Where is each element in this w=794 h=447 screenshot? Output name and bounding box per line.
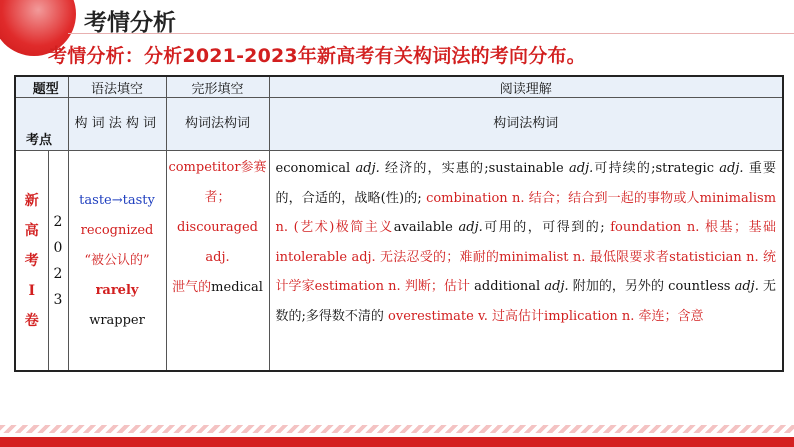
cloze-item: 泄气的 [172, 280, 212, 295]
row-label-char: 考 [24, 252, 39, 269]
row-label-exam [15, 151, 48, 372]
cloze-item: competitor参赛者； [168, 160, 267, 205]
reading-text: available [393, 220, 459, 235]
reading-text: adj. [569, 161, 594, 176]
reading-text: overestimate v. 过高估计implication n. 牵连；含意 [388, 308, 704, 324]
header-reading: 阅读理解 [269, 76, 783, 98]
analysis-table [14, 75, 784, 372]
reading-cell [269, 151, 783, 372]
kaodian-cloze: 构词法构词 [166, 98, 269, 151]
reading-text: 可用的，可得到的; [482, 220, 611, 235]
kaodian-row [15, 98, 783, 151]
grammar-item: “被公认的” [84, 252, 150, 268]
year-digit: 0 [53, 239, 63, 256]
row-label-char: I [28, 282, 36, 299]
cloze-item-inline [167, 273, 269, 303]
reading-text: adj. [719, 161, 744, 176]
cloze-cell [166, 151, 269, 372]
year-digit: 2 [53, 213, 63, 230]
reading-text: adj. [458, 220, 483, 235]
header-divider [68, 33, 794, 34]
grammar-item: rarely [95, 282, 139, 298]
page-title: 考情分析 [84, 10, 176, 36]
table-header-row [15, 76, 783, 98]
header-corner: 题型 [15, 76, 68, 98]
year-digit: 2 [53, 265, 63, 282]
reading-text: adj. [734, 279, 759, 294]
reading-text: additional [470, 279, 545, 294]
reading-text: foundation n. 根基；基础intolerable adj. 无法忍受的；难耐的minimalist n. 最低限要求者statistician n. 统计学家estimation n. 判断；估计 [275, 220, 777, 294]
footer-stripes [0, 425, 794, 433]
kaodian-reading: 构词法构词 [269, 98, 783, 151]
kaodian-grammar: 构 词 法 构 词 [68, 98, 166, 151]
reading-text: 可持续的;strategic [593, 161, 720, 176]
cloze-item: discouraged adj. [177, 220, 258, 265]
header-cloze: 完形填空 [166, 76, 269, 98]
page-subtitle: 考情分析：分析2021-2023年新高考有关构词法的考向分布。 [48, 45, 586, 67]
reading-text: adj. [544, 279, 569, 294]
year-digit: 3 [53, 291, 63, 308]
cloze-item: medical [211, 280, 263, 295]
reading-text: combination n. 结合；结合到一起的事物或人minimalism n. (艺术)极简主义 [275, 190, 777, 235]
reading-text: 经济的，实惠的;sustainable [379, 161, 570, 176]
grammar-item: wrapper [89, 312, 145, 328]
grammar-item: recognized [80, 222, 154, 238]
footer-bar [0, 437, 794, 447]
reading-text: 附加的，另外的 countless [568, 279, 735, 294]
row-label-char: 卷 [24, 312, 39, 329]
reading-text: 无数的;多得数不清的 [275, 279, 777, 324]
reading-text: adj. [355, 161, 380, 176]
data-row [15, 151, 783, 372]
grammar-item: taste→tasty [79, 192, 155, 208]
kaodian-label: 考点 [15, 98, 68, 151]
reading-text: economical [275, 161, 356, 176]
grammar-cell [68, 151, 166, 372]
row-year [48, 151, 68, 372]
reading-text: 重要的，合适的，战略(性)的; [275, 161, 777, 206]
row-label-char: 高 [24, 222, 39, 239]
header-grammar: 语法填空 [68, 76, 166, 98]
row-label-char: 新 [24, 192, 39, 209]
